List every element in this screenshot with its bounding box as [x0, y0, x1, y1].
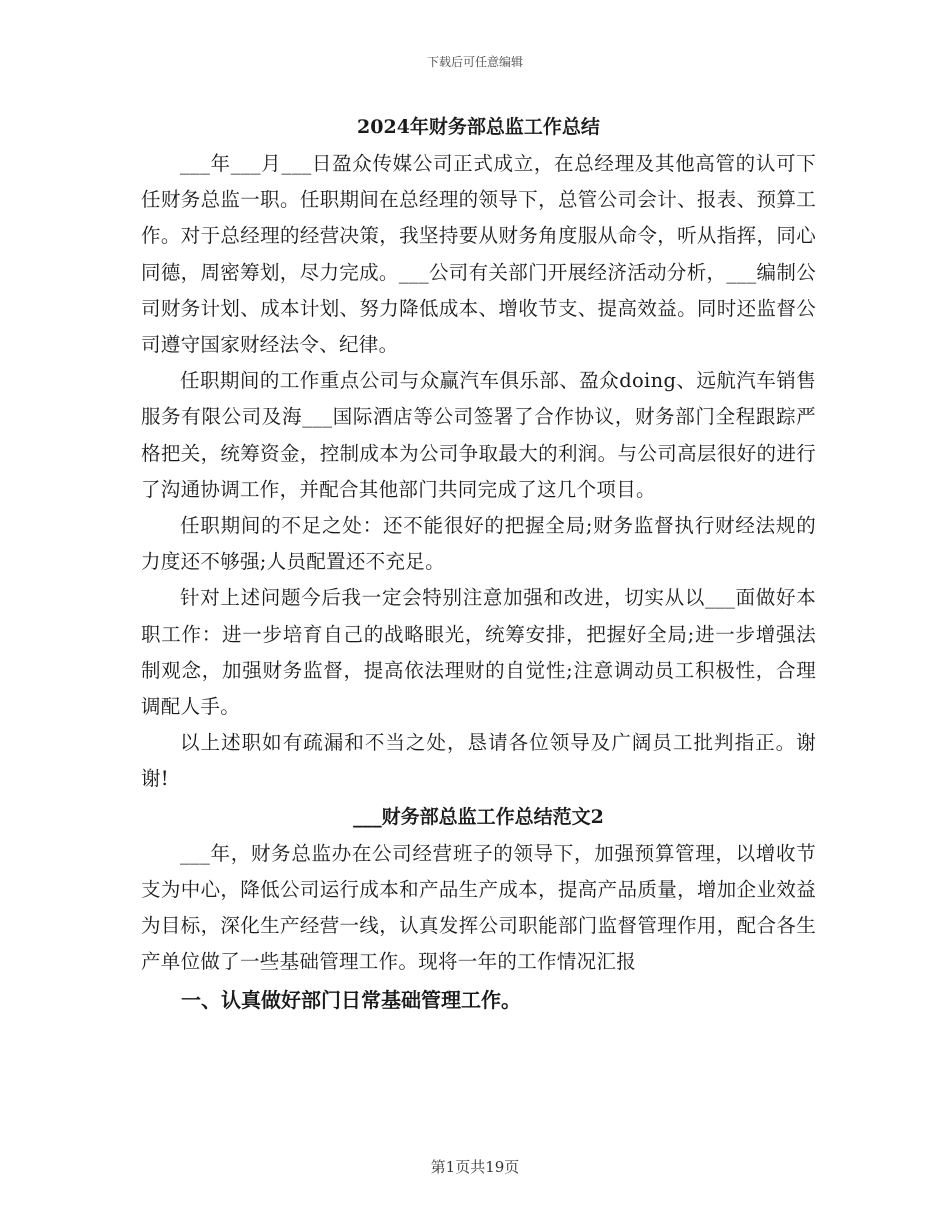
- paragraph: ___年___月___日盈众传媒公司正式成立，在总经理及其他高管的认可下任财务总监一职。任职期间在总经理的领导下，总管公司会计、报表、预算工作。对于总经理的经营决策，我坚持要从财务角度服从命令，听从指挥，同心同德，周密筹划，尽力完成。___公司有关部门开展经济活动分析，___编制公司财务计划、成本计划、努力降低成本、增收节支、提高效益。同时还监督公司遵守国家财经法令、纪律。: [141, 152, 816, 357]
- page-header: 下载后可任意编辑: [426, 55, 523, 69]
- section-heading: 一、认真做好部门日常基础管理工作。: [181, 988, 521, 1013]
- page-footer: 第1页共19页: [430, 1158, 520, 1176]
- document-title: 2024年财务部总监工作总结: [357, 116, 600, 138]
- paragraph: 针对上述问题今后我一定会特别注意加强和改进，切实从以___面做好本职工作：进一步培育自己的战略眼光，统筹安排，把握好全局;进一步增强法制观念，加强财务监督，提高依法理财的自觉性;注意调动员工积极性，合理调配人手。: [141, 586, 816, 719]
- paragraph: 任职期间的工作重点公司与众赢汽车俱乐部、盈众doing、远航汽车销售服务有限公司及海___国际酒店等公司签署了合作协议，财务部门全程跟踪严格把关，统筹资金，控制成本为公司争取最大的利润。与公司高层很好的进行了沟通协调工作，并配合其他部门共同完成了这几个项目。: [141, 369, 816, 501]
- paragraph: 任职期间的不足之处：还不能很好的把握全局;财务监督执行财经法规的力度还不够强;人员配置还不充足。: [141, 514, 816, 574]
- section-title: ___财务部总监工作总结范文2: [353, 805, 604, 828]
- paragraph: 以上述职如有疏漏和不当之处，恳请各位领导及广阔员工批判指正。谢谢!: [141, 731, 816, 791]
- paragraph: ___年，财务总监办在公司经营班子的领导下，加强预算管理，以增收节支为中心，降低公司运行成本和产品生产成本，提高产品质量，增加企业效益为目标，深化生产经营一线，认真发挥公司职能部门监督管理作用，配合各生产单位做了一些基础管理工作。现将一年的工作情况汇报: [141, 841, 816, 974]
- document-body: [141, 108, 816, 1020]
